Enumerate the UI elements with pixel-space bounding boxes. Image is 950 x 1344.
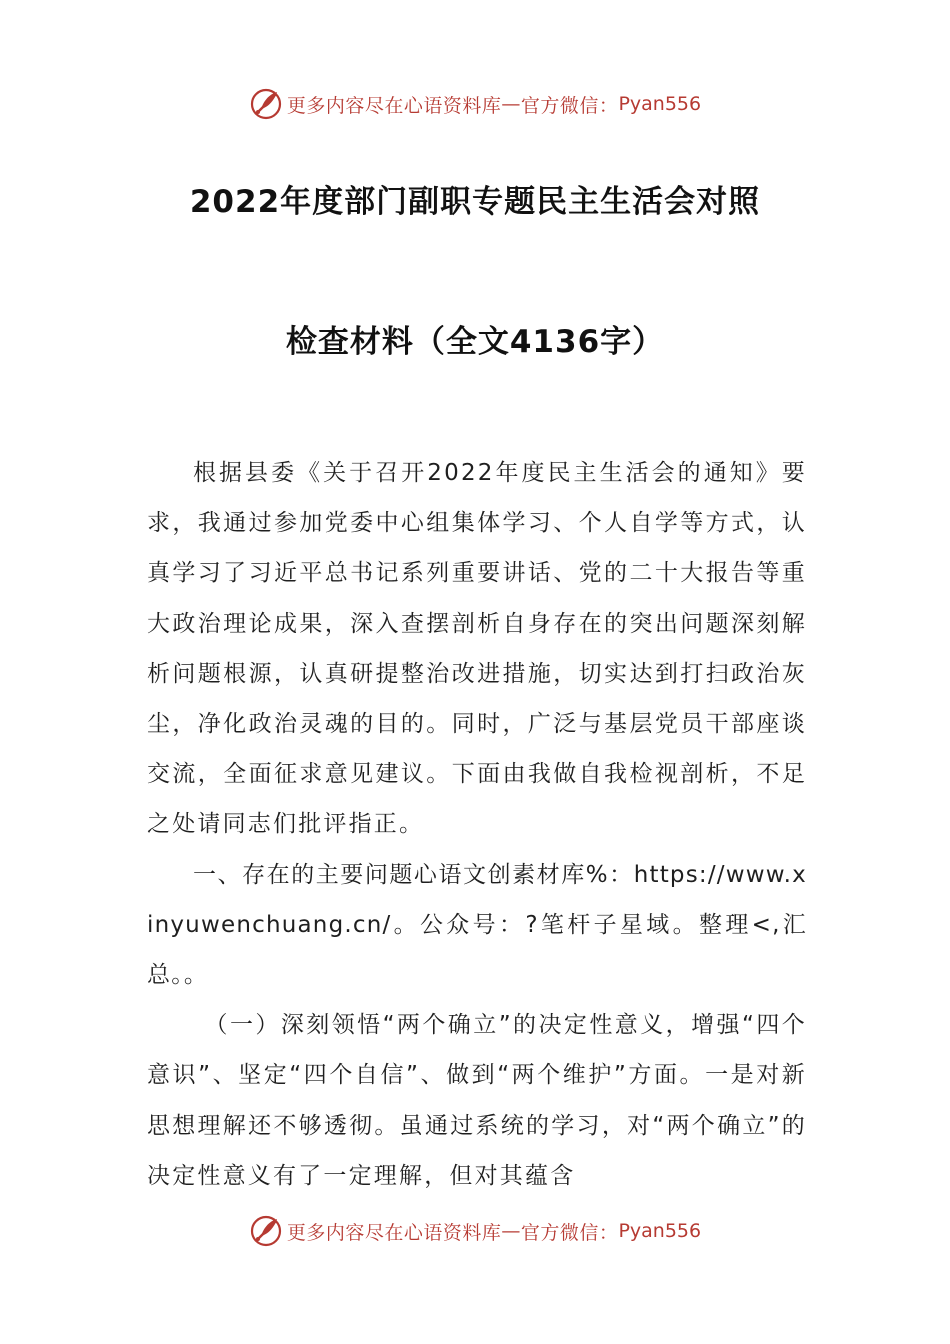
banner-text: 更多内容尽在心语资料库: [286, 1221, 502, 1244]
paragraph-intro: 根据县委《关于召开2022年度民主生活会的通知》要求，我通过参加党委中心组集体学习、个人自学等方式，认真学习了习近平总书记系列重要讲话、党的二十大报告等重大政治理论成果，深入查摆剖析自身存在的突出问题深刻解析问题根源，认真研提整治改进措施，切实达到打扫政治灰尘，净化政治灵魂的目的。同时，广泛与基层党员干部座谈交流，全面征求意见建议。下面由我做自我检视剖析，不足之处请同志们批评指正。: [147, 460, 807, 838]
footer-banner: [0, 1209, 950, 1253]
page-title-line-2: 检查材料（全文4136字）: [285, 324, 665, 360]
paragraph-subsection: （一）深刻领悟“两个确立”的决定性意义，增强“四个意识”、坚定“四个自信”、做到“两个维护”方面。一是对新思想理解还不够透彻。虽通过系统的学习，对“两个确立”的决定性意义有了一定理解，但对其蕴含: [147, 1012, 807, 1189]
banner-separator: —: [501, 1220, 521, 1242]
header-banner: [0, 82, 950, 126]
banner-separator: —: [501, 93, 521, 115]
page-title-line-1: 2022年度部门副职专题民主生活会对照: [189, 184, 761, 220]
contact-id: Pyan556: [618, 1220, 702, 1242]
contact-label: 官方微信：: [520, 94, 619, 117]
contact-label: 官方微信：: [520, 1221, 619, 1244]
document-body: [147, 448, 807, 1201]
quill-logo-icon: [249, 1214, 283, 1248]
banner-text: 更多内容尽在心语资料库: [286, 94, 502, 117]
contact-id: Pyan556: [618, 93, 702, 115]
paragraph-section-heading: 一、存在的主要问题心语文创素材库%：https://www.xinyuwenchuang.cn/。公众号：?笔杆子星域。整理<,汇总。。: [147, 861, 807, 989]
quill-logo-icon: [249, 87, 283, 121]
